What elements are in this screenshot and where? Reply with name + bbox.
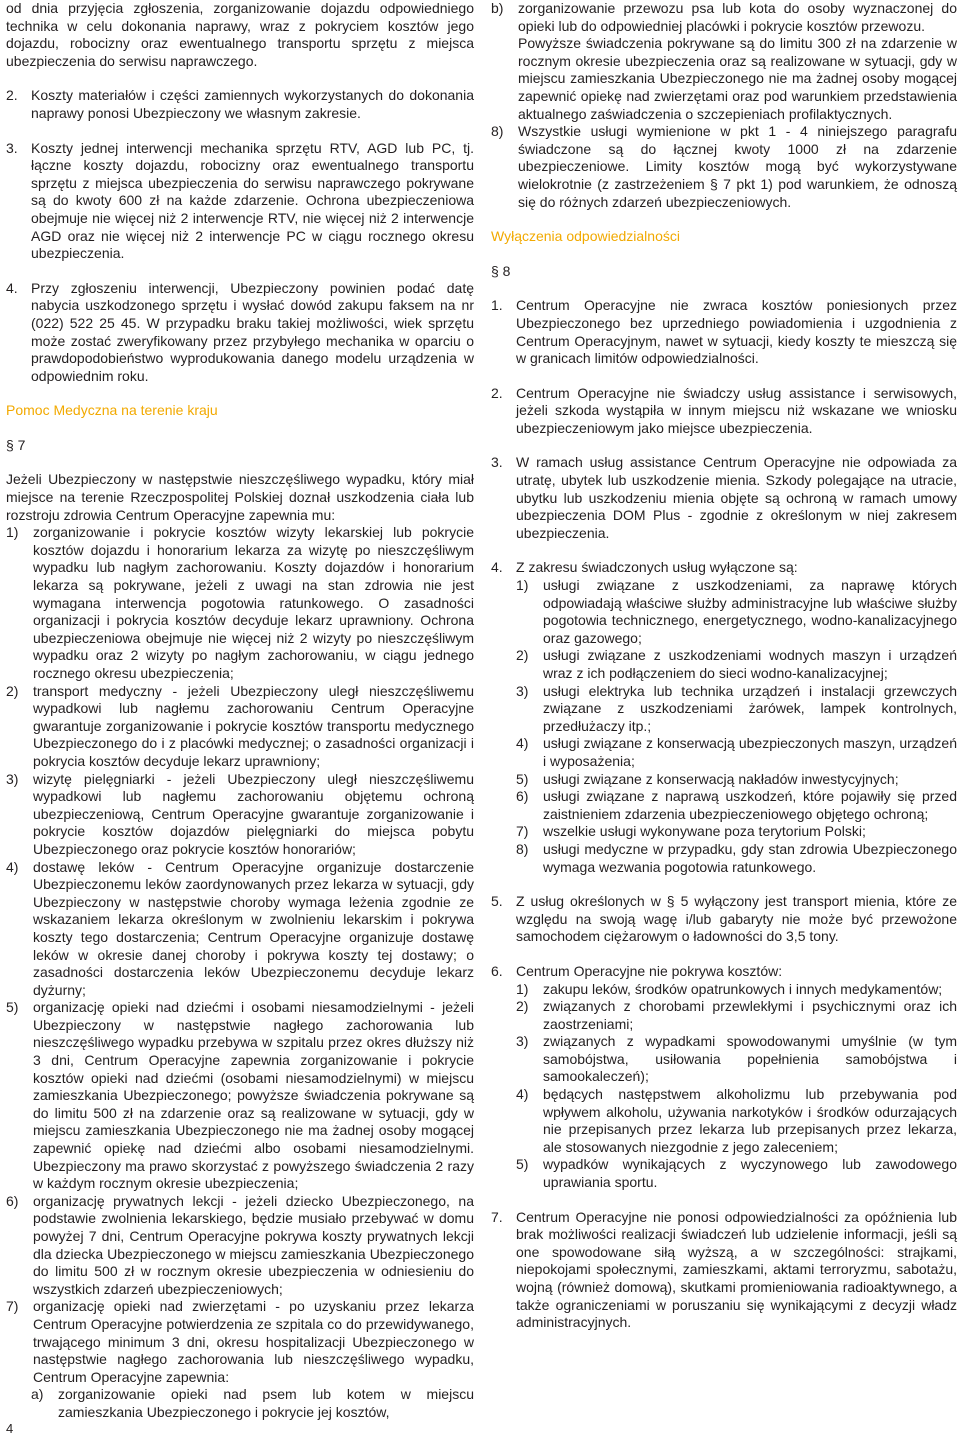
list-item <box>491 559 957 577</box>
item-number: 7) <box>6 1298 19 1315</box>
item-number: 5) <box>516 770 529 787</box>
item-text: Koszty jednej interwencji mechanika sprzętu RTV, AGD lub PC, tj. łączne koszty dojazdu, robocizny oraz ewentualnego transportu sprzętu z miejsca ubezpieczenia do serwisu naprawczego pokrywane są do kwoty 600 zł na każde zdarzenie. Ochrona ubezpieczeniowa obejmuje nie więcej niż 2 interwencje RTV, nie więcej niż 2 interwencje AGD oraz nie więcej niż 2 interwencje PC w ciągu rocznego okresu ubezpieczenia. <box>31 139 474 262</box>
section-symbol: § 7 <box>6 436 26 453</box>
item-text: Centrum Operacyjne nie zwraca kosztów poniesionych przez Ubezpieczonego bez uprzedniego powiadomienia i uzgodnienia z Centrum Operacyjnym, nawet w sytuacji, kiedy koszty te mieszczą się w granicach limitów odpowiedzialności. <box>516 297 957 367</box>
list-item <box>6 683 474 771</box>
item-number: 4) <box>516 1086 529 1103</box>
item-text: Przy zgłoszeniu interwencji, Ubezpieczony powinien podać datę nabycia uszkodzonego sprzętu i wysłać dowód zakupu faksem na nr (022) 522 25 45. W przypadku braku takiej możliwości, wiek sprzętu może zostać zweryfikowany przez przybyłego mechanika w oparciu o prawdopodobieństwo wyprodukowania danego modelu urządzenia w odpowiednim roku. <box>31 279 474 384</box>
item-text: wizytę pielęgniarki - jeżeli Ubezpieczony uległ nieszczęśliwemu wypadkowi lub nagłemu zachorowaniu objętemu ochroną ubezpieczeniową, Centrum Operacyjne gwarantuje zorganizowanie i pokrycie kosztów dojazdów pielęgniarki do miejsca pobytu Ubezpieczonego oraz pokrycie kosztów honorariów; <box>33 770 474 857</box>
item-number: 3. <box>491 454 503 471</box>
list-item <box>491 0 957 35</box>
list-item <box>516 735 957 770</box>
item-text: związanych z wypadkami spowodowanymi umyślnie (w tym samobójstwa, usiłowania popełnienia samobójstwa i samookaleczeń); <box>543 1033 957 1085</box>
item-number: 3) <box>516 1033 529 1050</box>
item-text: związanych z chorobami przewlekłymi i psychicznymi oraz ich zaostrzeniami; <box>543 998 957 1032</box>
left-column <box>6 0 474 1422</box>
item-number: 1) <box>516 577 529 594</box>
item-number: 2. <box>491 384 503 401</box>
item-text: wypadków wynikających z wyczynowego lub zawodowego uprawiania sportu. <box>543 1156 957 1191</box>
item-text: Koszty materiałów i części zamiennych wykorzystanych do dokonania naprawy ponosi Ubezpieczony we własnym zakresie. <box>31 87 474 121</box>
item-text: transport medyczny - jeżeli Ubezpieczony uległ nieszczęśliwemu wypadkowi lub nagłemu zachorowaniu Centrum Operacyjne gwarantuje zorganizowanie i pokrycie kosztów transportu medycznego Ubezpieczonego do i z placówki medycznej; o zasadności organizacji i pokrycia kosztów decyduje lekarz uprawniony; <box>33 682 474 769</box>
item-text: Z zakresu świadczonych usług wyłączone są: <box>516 559 798 576</box>
item-text: Centrum Operacyjne nie ponosi odpowiedzialności za opóźnienia lub brak możliwości realizacji świadczeń lub udzielenie informacji, jeśli są one spowodowane siłą wyższą, a w szczególności: strajkami, niepokojami społecznymi, zamieszkami, aktami terroryzmu, sabotażu, wojną (również domową), skutkami promieniowania radioaktywnego, a także ograniczeniami w poruszaniu się wynikającymi z decyzji władz administracyjnych. <box>516 1208 957 1331</box>
item-text: zakupu leków, środków opatrunkowych i innych medykamentów; <box>543 980 943 997</box>
list-item <box>491 123 957 211</box>
item-number: 2) <box>6 682 19 699</box>
page-number: 4 <box>6 1421 14 1436</box>
item-text: Wszystkie usługi wymienione w pkt 1 - 4 niniejszego paragrafu świadczone są do łącznej kwoty 1000 zł na zdarzenie ubezpieczeniowe. Limity kosztów mogą być wykorzystywane wielokrotnie (z zastrzeżeniem § 7 pkt 1) pod warunkiem, że odnoszą się do różnych zdarzeń ubezpieczeniowych. <box>518 123 957 210</box>
list-item <box>516 1156 957 1191</box>
list-item <box>6 140 474 263</box>
list-item <box>31 1386 474 1421</box>
note-paragraph: Powyższe świadczenia pokrywane są do limitu 300 zł na zdarzenie w rocznym okresie ubezpieczenia oraz są realizowane w sytuacji, gdy w miejscu zamieszkania Ubezpieczonego nie ma żadnej osoby mogącej zapewnić opiekę nad zwierzętami oraz pod warunkiem przedstawienia aktualnego zaświadczenia o szczepieniach profilaktycznych. <box>518 35 957 122</box>
item-number: 4. <box>6 279 18 296</box>
list-item <box>516 823 957 841</box>
item-text: organizację prywatnych lekcji - jeżeli dziecko Ubezpieczonego, na podstawie zwolnienia lekarskiego, będzie musiało przebywać w domu powyżej 7 dni, Centrum Operacyjne pokrywa koszty prywatnych lekcji dla dziecka Ubezpieczonego w miejscu zamieszkania Ubezpieczonego do limitu 500 zł w rocznym okresie ubezpieczenia w odniesieniu do wszystkich zdarzeń ubezpieczeniowych; <box>33 1192 474 1297</box>
item-text: usługi związane z uszkodzeniami, za naprawę których odpowiadają właściwe służby administracyjne lub właściwe służby pogotowia technicznego, energetycznego, wodno-kanalizacyjnego oraz gazowego; <box>543 577 957 646</box>
item-text: usługi związane z konserwacją ubezpieczonych maszyn, urządzeń i wyposażenia; <box>543 735 957 769</box>
item-text: Centrum Operacyjne nie pokrywa kosztów: <box>516 962 783 979</box>
lead-paragraph: Jeżeli Ubezpieczony w następstwie nieszczęśliwego wypadku, który miał miejsce na terenie Rzeczpospolitej Polskiej doznał uszkodzenia ciała lub rozstroju zdrowia Centrum Operacyjne zapewnia mu: <box>6 471 474 523</box>
list-item <box>491 893 957 946</box>
item-number: 5) <box>516 1156 529 1173</box>
item-text: usługi medyczne w przypadku, gdy stan zdrowia Ubezpieczonego wymaga wezwania pogotowia ratunkowego. <box>543 840 957 875</box>
list-item <box>516 1086 957 1156</box>
item-number: 3) <box>516 682 529 699</box>
item-number: 7) <box>516 823 529 840</box>
item-text: usługi związane z uszkodzeniami wodnych maszyn i urządzeń wraz z ich podłączeniem do sieci wodno-kanalizacyjnej; <box>543 647 957 681</box>
list-item <box>6 771 474 859</box>
item-number: 5. <box>491 893 503 910</box>
item-letter: a) <box>31 1386 44 1403</box>
list-item <box>516 771 957 789</box>
item-letter: b) <box>491 0 504 16</box>
section-heading: Pomoc Medyczna na terenie kraju <box>6 402 218 419</box>
item-text: wszelkie usługi wykonywane poza terytorium Polski; <box>543 823 866 840</box>
item-text: Centrum Operacyjne nie świadczy usług assistance i serwisowych, jeżeli szkoda wystąpiła w innym miejscu niż wskazane we wniosku ubezpieczeniowym jako miejsce ubezpieczenia. <box>516 384 957 436</box>
item-number: 7. <box>491 1208 503 1225</box>
list-item <box>6 87 474 122</box>
item-number: 6. <box>491 962 503 979</box>
list-item <box>491 454 957 542</box>
list-item <box>6 524 474 682</box>
item-number: 2) <box>516 998 529 1015</box>
list-item <box>516 981 957 999</box>
item-number: 4. <box>491 559 503 576</box>
item-number: 6) <box>6 1192 19 1209</box>
item-number: 8) <box>516 840 529 857</box>
item-text: organizację opieki nad dziećmi i osobami niesamodzielnymi - jeżeli Ubezpieczony w następstwie nagłego zachorowania lub nieszczęśliwego wypadku przebywa w szpitalu przez okres dłuższy niż 3 dni, Centrum Operacyjne zapewnia zorganizowanie i pokrycie kosztów opieki nad dziećmi (osobami niesamodzielnymi) w miejscu zamieszkania Ubezpieczonego; powyższe świadczenia pokrywane są do limitu 500 zł na zdarzenie oraz są realizowane w sytuacji, gdy w miejscu zamieszkania Ubezpieczonego nie ma żadnej osoby mogącej zapewnić opiekę nad dziećmi albo osobami niesamodzielnymi. Ubezpieczony ma prawo skorzystać z powyższego świadczenia 2 razy w każdym rocznym okresie ubezpieczenia; <box>33 999 474 1192</box>
item-text: usługi elektryka lub technika urządzeń i instalacji grzewczych związane z uszkodzeniami żarówek, lampek kontrolnych, przedłużaczy itp.; <box>543 682 957 734</box>
list-item <box>491 297 957 367</box>
list-item <box>6 1298 474 1386</box>
list-item <box>516 788 957 823</box>
item-text: usługi związane z konserwacją nakładów inwestycyjnych; <box>543 770 899 787</box>
item-text: zorganizowanie przewozu psa lub kota do osoby wyznaczonej do opieki lub do odpowiedniej placówki i pokrycie kosztów przewozu. <box>518 0 957 34</box>
list-item <box>516 841 957 876</box>
item-number: 2. <box>6 87 18 104</box>
item-number: 5) <box>6 999 19 1016</box>
item-text: zorganizowanie opieki nad psem lub kotem w miejscu zamieszkania Ubezpieczonego i pokrycie jej kosztów, <box>58 1386 474 1420</box>
item-text: będących następstwem alkoholizmu lub przebywania pod wpływem alkoholu, używania narkotyków i środków odurzających nie przepisanych przez lekarza lub przepisanych przez lekarza, ale stosowanych niezgodnie z jego zaleceniem; <box>543 1086 957 1155</box>
item-text: W ramach usług assistance Centrum Operacyjne nie odpowiada za utratę, ubytek lub uszkodzenie mienia. Szkody polegające na utracie, ubytku lub uszkodzeniu mienia objęte są ochroną w ramach umowy ubezpieczenia DOM Plus - zgodnie z określonym w niej zakresem ubezpieczenia. <box>516 454 957 541</box>
section-symbol: § 8 <box>491 262 511 279</box>
item-number: 4) <box>516 735 529 752</box>
list-item <box>6 1193 474 1299</box>
item-text: organizację opieki nad zwierzętami - po uzyskaniu przez lekarza Centrum Operacyjne potwierdzenia ze szpitala co do przewidywanego, trwającego minimum 3 dni, okresu hospitalizacji Ubezpieczonego w następstwie nagłego zachorowania lub nieszczęśliwego wypadku, Centrum Operacyjne zapewnia: <box>33 1298 474 1385</box>
item-number: 4) <box>6 858 19 875</box>
section-heading: Wyłączenia odpowiedzialności <box>491 228 680 245</box>
list-item <box>516 683 957 736</box>
list-item <box>6 859 474 1000</box>
item-text: zorganizowanie i pokrycie kosztów wizyty lekarskiej lub pokrycie kosztów dojazdu i honorarium lekarza za wizytę po nieszczęśliwym wypadku lub nagłym zachorowaniu. Koszty dojazdów i honorarium lekarza są pokrywane, jeżeli z uwagi na stan zdrowia nie jest wymagana interwencja pogotowia ratunkowego. O zasadności organizacji i pokrycia kosztów decyduje lekarz uprawniony. Ochrona ubezpieczeniowa obejmuje nie więcej niż 2 wizyty po nieszczęśliwym wypadku oraz 2 wizyty po nagłym zachorowaniu, w ciągu jednego rocznego okresu ubezpieczenia; <box>33 524 474 681</box>
list-item <box>516 1033 957 1086</box>
item-number: 1) <box>516 980 529 997</box>
list-item <box>516 998 957 1033</box>
item-number: 2) <box>516 647 529 664</box>
list-item <box>516 647 957 682</box>
item-text: dostawę leków - Centrum Operacyjne organizuje dostarczenie Ubezpieczonemu leków zaordynowanych przez lekarza w sytuacji, gdy Ubezpieczony w następstwie choroby wymaga leżenia zgodnie ze wskazaniem lekarza określonym w zwolnieniu lekarskim i pokrywa koszty tego dostarczenia; Centrum Operacyjne organizuje dostawę leków w okresie danej choroby i pokrywa koszty tej dostawy; o zasadności dostarczenia leków Ubezpieczonemu decyduje lekarz dyżurny; <box>33 858 474 998</box>
item-number: 8) <box>491 123 504 140</box>
intro-paragraph: od dnia przyjęcia zgłoszenia, zorganizowanie dojazdu odpowiedniego technika w celu dokonania naprawy, wraz z pokryciem kosztów jego dojazdu, robocizny oraz ewentualnego transportu sprzętu z miejsca ubezpieczenia do serwisu naprawczego. <box>6 0 474 69</box>
list-item <box>491 385 957 438</box>
item-text: usługi związane z naprawą uszkodzeń, które pojawiły się przed zaistnieniem zdarzenia ubezpieczeniowego objętego ochroną; <box>543 788 957 822</box>
list-item <box>6 999 474 1193</box>
item-number: 1. <box>491 297 503 314</box>
item-text: Z usług określonych w § 5 wyłączony jest transport mienia, które ze względu na swoją wagę i/lub gabaryty nie może być przewożone samochodem ciężarowym o ładowności do 3,5 tony. <box>516 893 957 945</box>
right-column <box>491 0 957 1332</box>
item-number: 1) <box>6 524 19 541</box>
list-item <box>491 1209 957 1332</box>
list-item <box>516 577 957 647</box>
item-number: 6) <box>516 788 529 805</box>
item-number: 3. <box>6 139 18 156</box>
list-item <box>491 963 957 981</box>
item-number: 3) <box>6 770 19 787</box>
list-item <box>6 280 474 386</box>
